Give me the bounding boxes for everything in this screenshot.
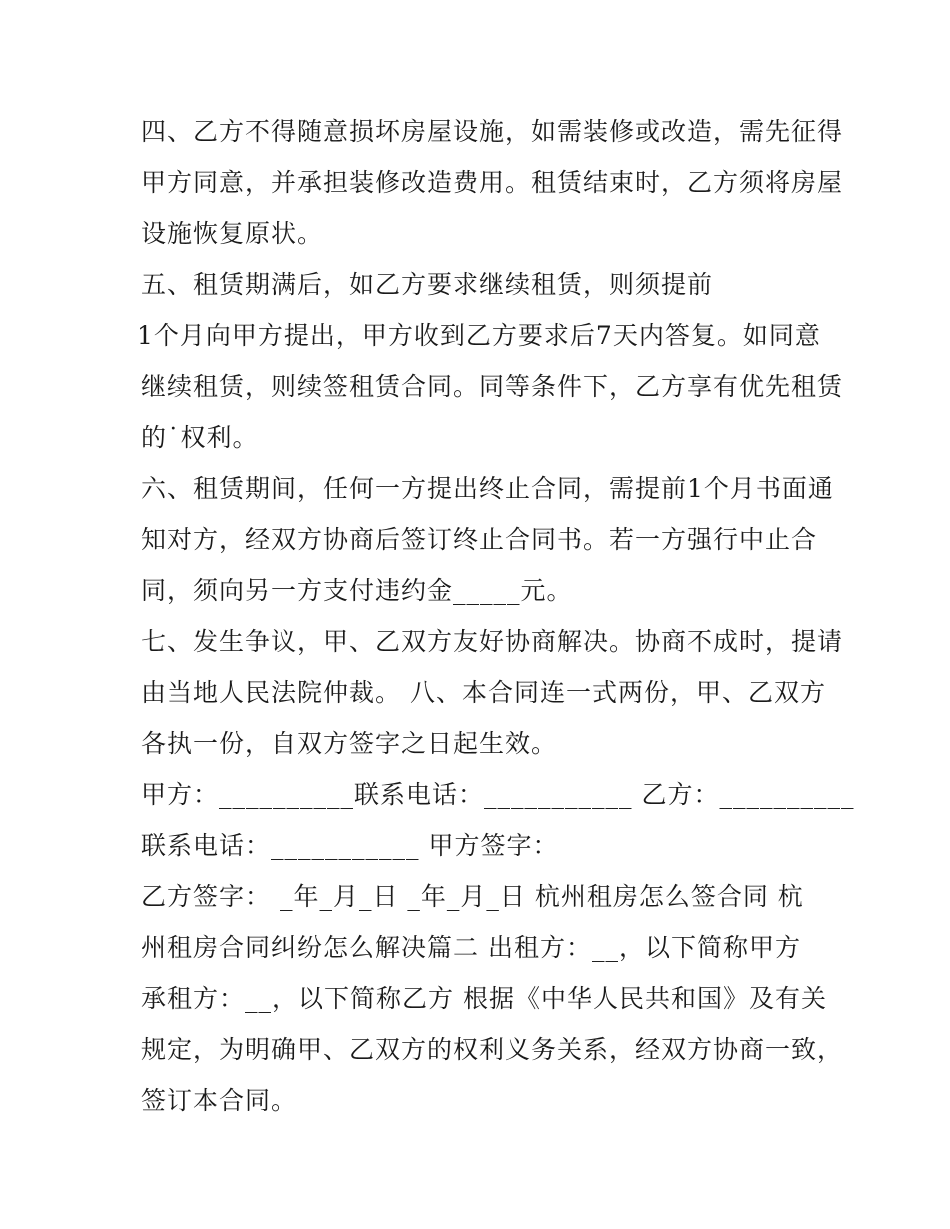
text-line: 由当地人民法院仲裁。 八、本合同连一式两份，甲、乙双方 xyxy=(141,678,826,707)
text-line: 四、乙方不得随意损坏房屋设施，如需装修或改造，需先征得 xyxy=(141,117,844,146)
text-line: 七、发生争议，甲、乙双方友好协商解决。协商不成时，提请 xyxy=(141,627,844,656)
text-line: 1个月向甲方提出，甲方收到乙方要求后7天内答复。如同意 xyxy=(137,321,821,350)
text-line: 继续租赁，则续签租赁合同。同等条件下，乙方享有优先租赁 xyxy=(141,372,844,401)
text-line: 规定，为明确甲、乙双方的权利义务关系，经双方协商一致， xyxy=(141,1035,844,1064)
text-line: 各执一份，自双方签字之日起生效。 xyxy=(141,729,558,758)
text-line: 知对方，经双方协商后签订终止合同书。若一方强行中止合 xyxy=(141,525,818,554)
text-line: 的˙权利。 xyxy=(141,423,259,452)
text-line: 承租方：__，以下简称乙方 根据《中华人民共和国》及有关 xyxy=(141,984,827,1013)
text-line: 五、租赁期满后，如乙方要求继续租赁，则须提前 xyxy=(141,270,714,299)
signature-fields-line: 甲方：__________联系电话：___________ 乙方：__________ xyxy=(141,780,855,809)
text-line: 设施恢复原状。 xyxy=(141,219,324,248)
text-line: 六、租赁期间，任何一方提出终止合同，需提前1个月书面通 xyxy=(141,474,834,503)
text-line: 乙方签字： _年_月_日 _年_月_日 杭州租房怎么签合同 杭 xyxy=(141,882,804,911)
text-line: 同，须向另一方支付违约金_____元。 xyxy=(141,576,573,605)
text-line: 州租房合同纠纷怎么解决篇二 出租方：__，以下简称甲方 xyxy=(141,933,801,962)
text-line: 签订本合同。 xyxy=(141,1086,298,1115)
text-line: 甲方同意，并承担装修改造费用。租赁结束时，乙方须将房屋 xyxy=(141,168,844,197)
signature-fields-line: 联系电话：___________ 甲方签字： xyxy=(141,831,559,860)
contract-text xyxy=(137,106,855,1126)
